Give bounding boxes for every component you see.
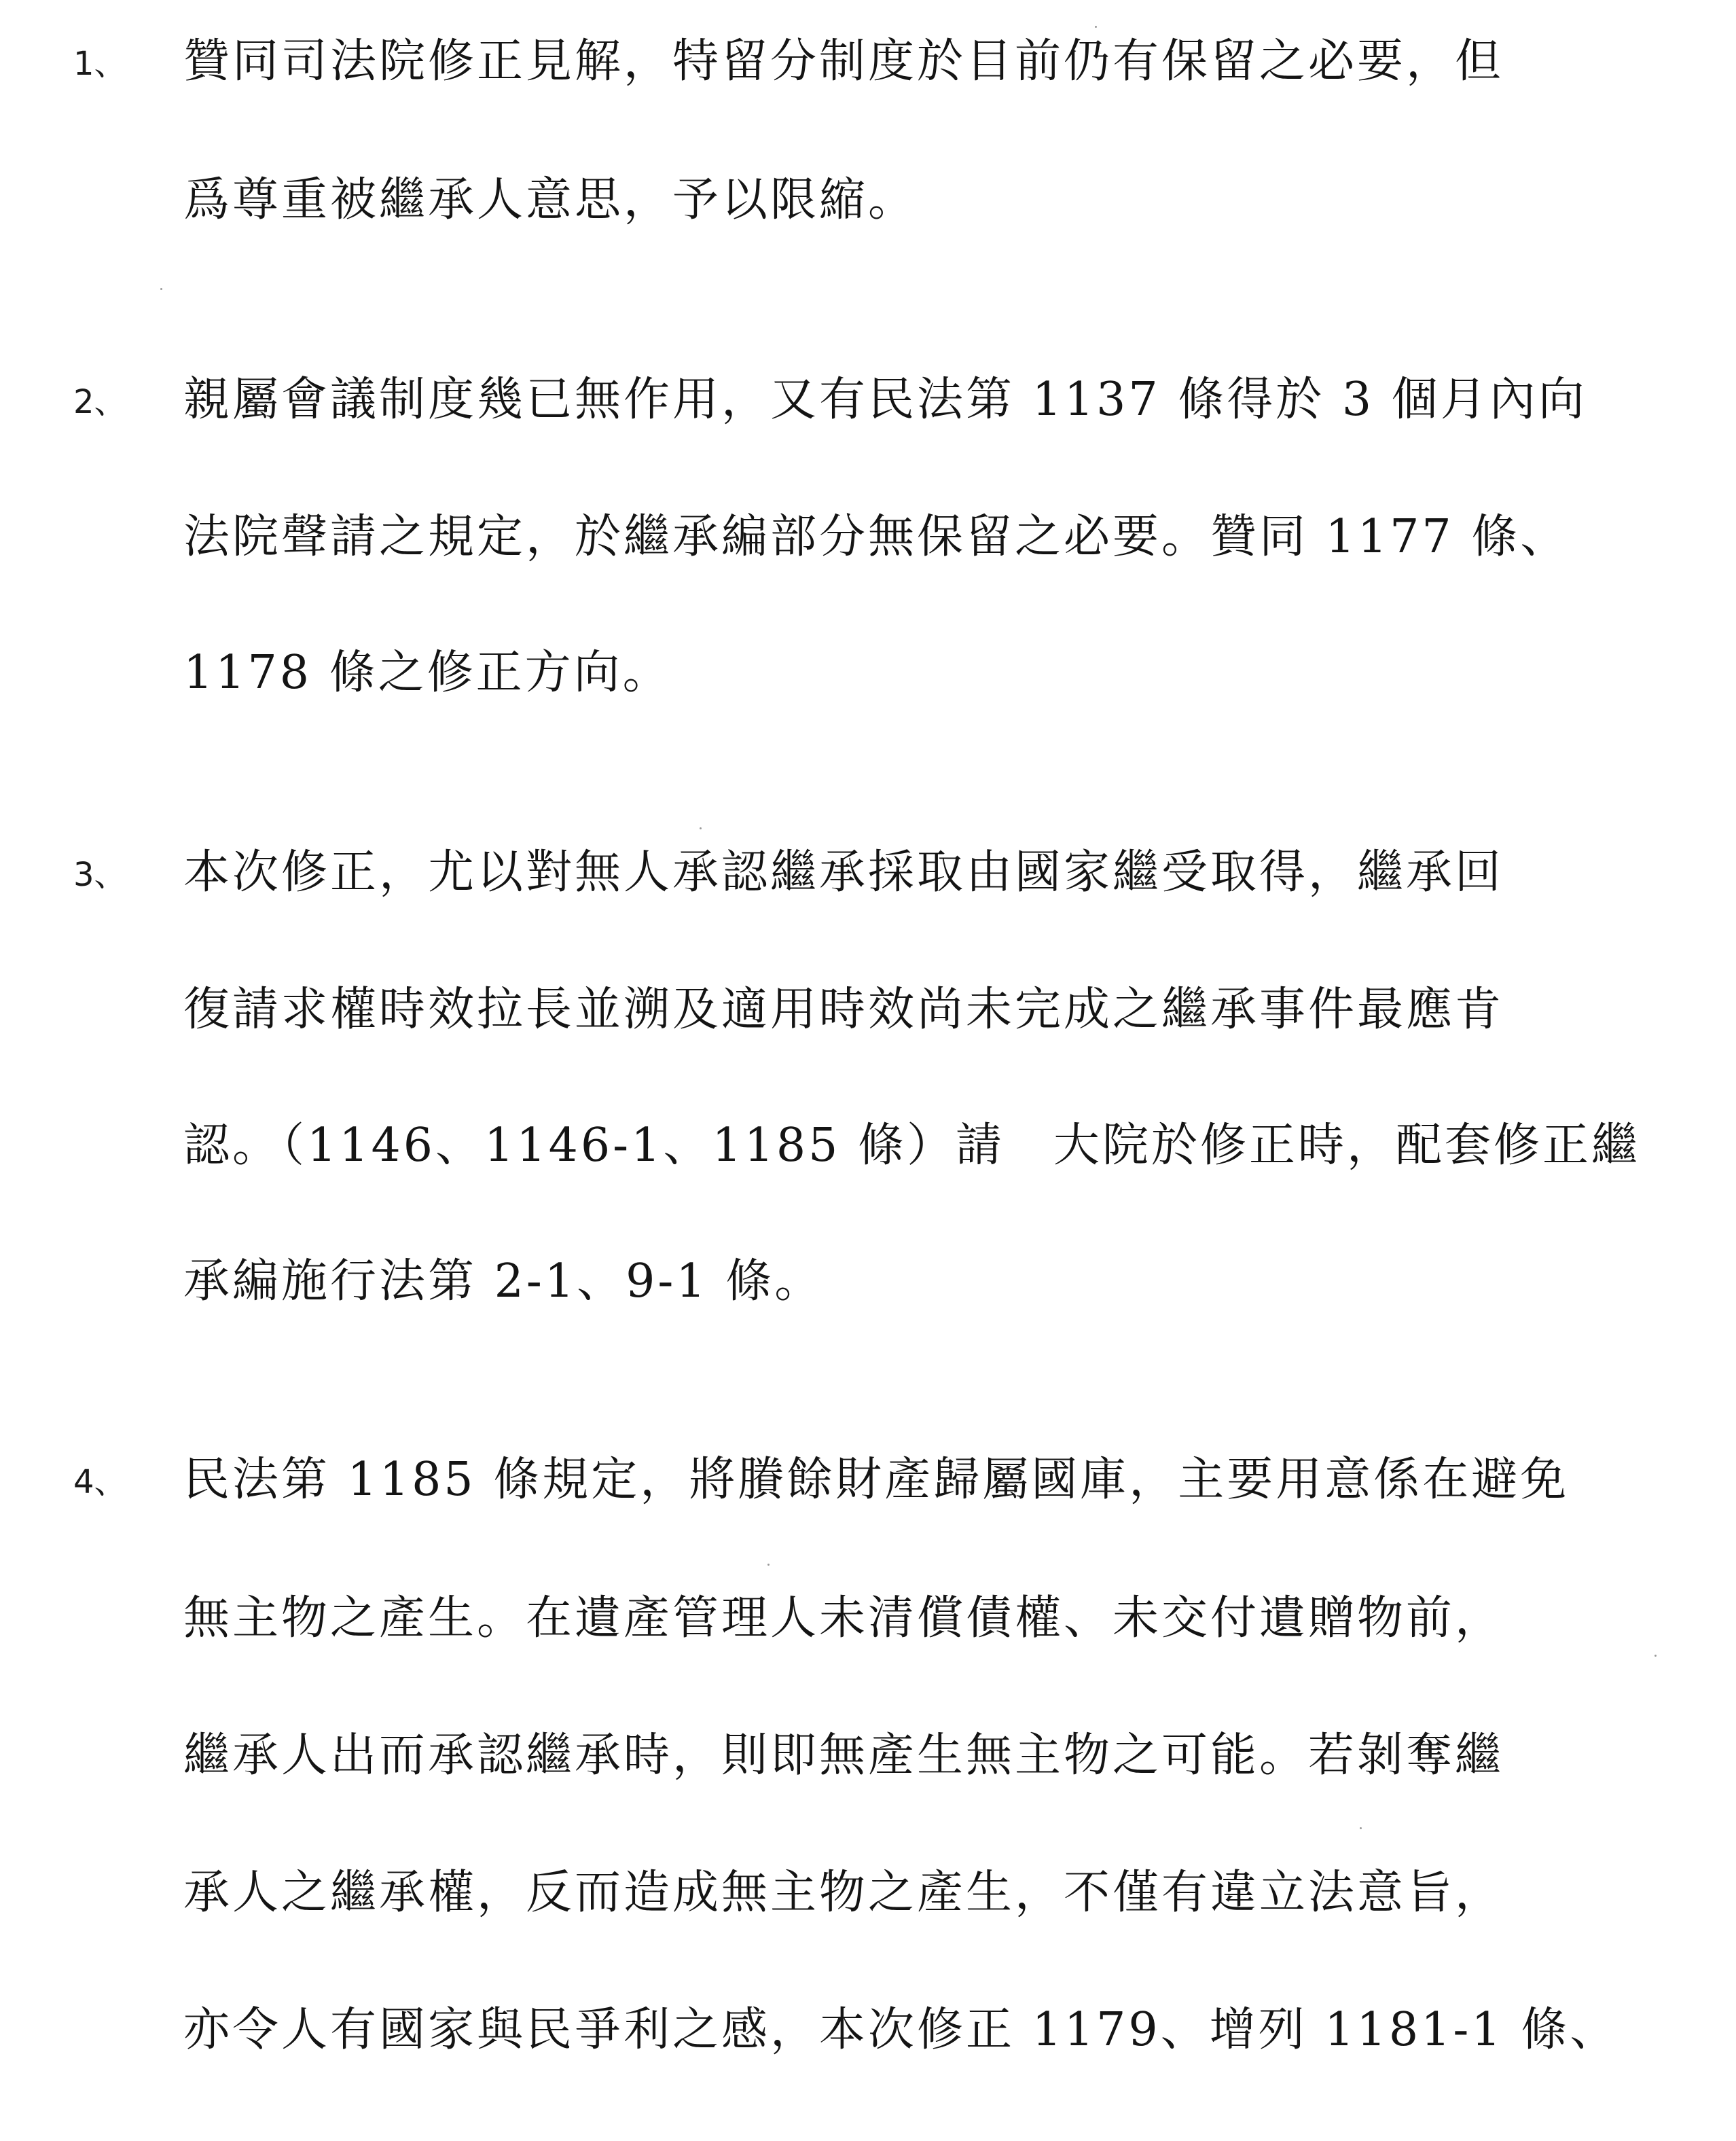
scan-speck [1654,1655,1657,1657]
item-text-line: 亦令人有國家與民爭利之感，本次修正 1179、增列 1181-1 條、 [183,2003,1619,2057]
item-text-line: 親屬會議制度幾已無作用，又有民法第 1137 條得於 3 個月內向 [183,373,1587,427]
scan-speck [160,288,162,290]
item-text-line: 承編施行法第 2-1、9-1 條。 [183,1255,824,1308]
item-text-line: 1178 條之修正方向。 [183,646,672,700]
item-number: 4、 [73,1463,127,1501]
item-number: 1、 [73,45,127,83]
item-number: 3、 [73,856,127,894]
item-text-line: 復請求權時效拉長並溯及適用時效尚未完成之繼承事件最應肯 [183,983,1504,1037]
item-text-line: 贊同司法院修正見解，特留分制度於目前仍有保留之必要，但 [183,35,1504,88]
item-text-line: 本次修正，尤以對無人承認繼承採取由國家繼受取得，繼承回 [183,846,1504,899]
scan-speck [1095,26,1097,28]
item-text-line: 承人之繼承權，反而造成無主物之產生，不僅有違立法意旨， [183,1866,1504,1920]
item-text-line: 無主物之產生。在遺產管理人未清償債權、未交付遺贈物前， [183,1591,1504,1645]
item-text-line: 爲尊重被繼承人意思，予以限縮。 [183,173,918,227]
scan-speck [700,827,702,829]
item-text-line: 民法第 1185 條規定，將賸餘財產歸屬國庫，主要用意係在避免 [183,1453,1570,1507]
item-text-line: 法院聲請之規定，於繼承編部分無保留之必要。贊同 1177 條、 [183,510,1570,564]
scan-speck [767,1564,770,1566]
scan-speck [1360,1827,1362,1829]
item-text-line: 繼承人出而承認繼承時，則即無產生無主物之可能。若剝奪繼 [183,1729,1504,1782]
item-number: 2、 [73,383,127,421]
item-text-line: 認。（1146、1146-1、1185 條）請 大院於修正時，配套修正繼 [183,1119,1641,1172]
